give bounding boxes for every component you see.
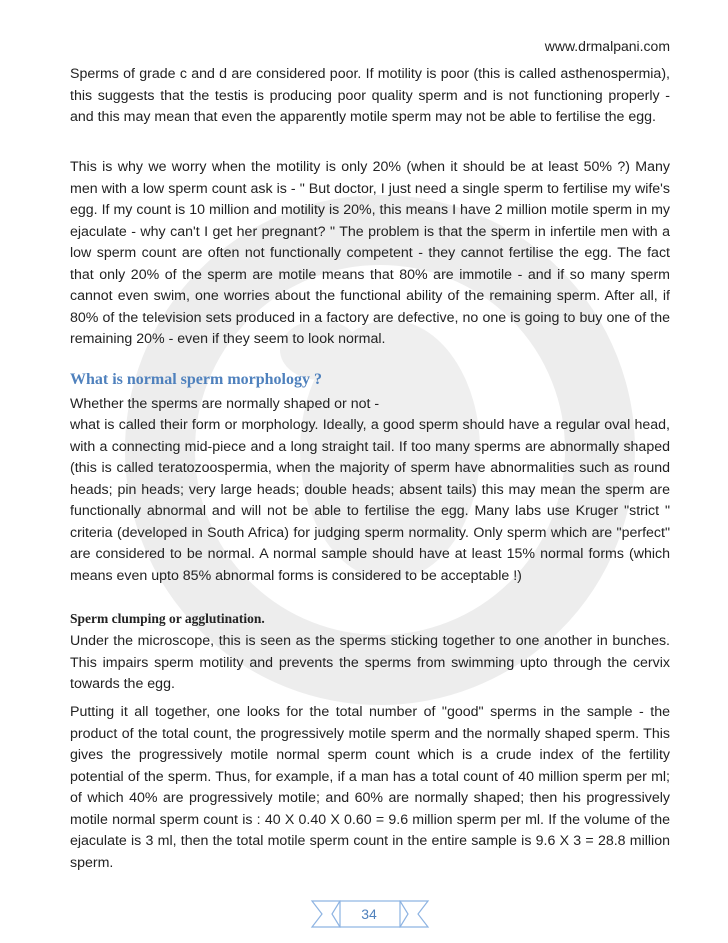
paragraph-motility-grades: Sperms of grade c and d are considered poor. If motility is poor (this is called asthenospermia), this suggests that the testis is producing poor quality sperm and is not functioning properly - and this may mean that even the apparently motile sperm may not be able to fertilise the egg. [70, 66, 670, 125]
paragraph-morphology: what is called their form or morphology. Ideally, a good sperm should have a regular oval head, with a connecting mid-piece and a long straight tail. If too many sperms are abnormally shaped (this is called teratozoospermia, when the majority of sperm have abnormalities such as round heads; pin heads; very large heads; double heads; absent tails) this may mean the sperm are functionally abnormal and will not be able to fertilise the egg. Many labs use Kruger "strict " criteria (developed in South Africa) for judging sperm normality. Only sperm which are "perfect" are considered to be normal. A normal sample should have at least 15% normal forms (which means even upto 85% abnormal forms is considered to be acceptable !) [70, 417, 670, 584]
paragraph-summary: Putting it all together, one looks for the total number of "good" sperms in the sample - the product of the total count, the progressively motile sperm and the normally shaped sperm. This gives the progressively motile normal sperm count which is a crude index of the fertility potential of the sperm. Thus, for example, if a man has a total count of 40 million sperm per ml; of which 40% are progressively motile; and 60% are normally shaped; then his progressively motile normal sperm count is : 40 X 0.40 X 0.60 = 9.6 million sperm per ml. If the volume of the ejaculate is 3 ml, then the total motile sperm count in the entire sample is 9.6 X 3 = 28.8 million sperm. [70, 704, 670, 871]
site-url-link[interactable]: www.drmalpani.com [544, 38, 670, 54]
heading-sperm-clumping: Sperm clumping or agglutination. [70, 611, 265, 626]
page-number: 34 [361, 906, 377, 922]
paragraph-motility-concern: This is why we worry when the motility is only 20% (when it should be at least 50% ?) Many men with a low sperm count ask is - " But doctor, I just need a single sperm to fertilise my wife's egg. If my count is 10 million and motility is 20%, this means I have 2 million motile sperm in my ejaculate - why can't I get her pregnant? " The problem is that the sperm in infertile men with a low sperm count are often not functionally competent - they cannot fertilise the egg. The fact that only 20% of the sperm are motile means that 80% are immotile - and if so many sperm cannot even swim, one worries about the functional ability of the remaining sperm. After all, if 80% of the television sets produced in a factory are defective, no one is going to buy one of the remaining 20% - even if they seem to look normal. [70, 159, 670, 347]
heading-sperm-morphology: What is normal sperm morphology ? [70, 371, 322, 388]
paragraph-morphology-intro: Whether the sperms are normally shaped or not - [70, 396, 380, 412]
paragraph-clumping: Under the microscope, this is seen as the sperms sticking together to one another in bunches. This impairs sperm motility and prevents the sperms from swimming upto through the cervix towards the egg. [70, 633, 670, 692]
